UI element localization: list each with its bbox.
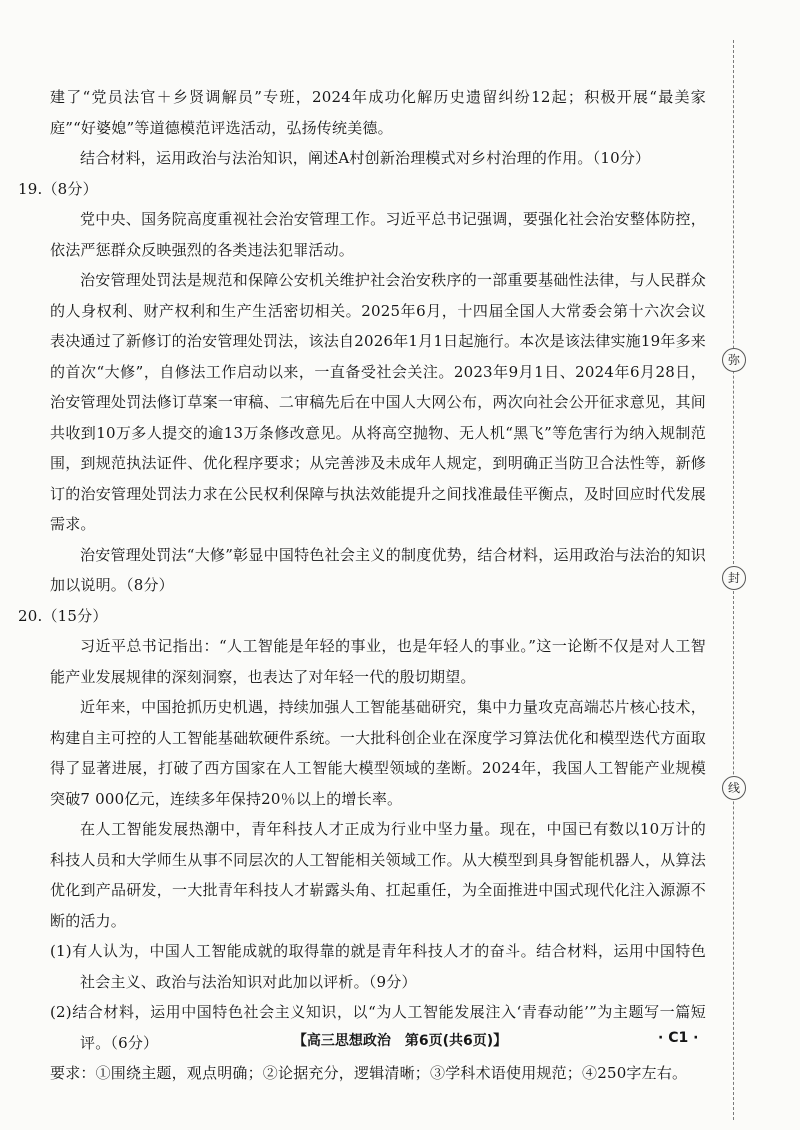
page-content — [18, 82, 706, 1089]
q20-subquestion-2: (2)结合材料，运用中国特色社会主义知识，以“为人工智能发展注入‘青春动能’”为主题写一篇短评。（6分） — [50, 1003, 706, 1052]
paper-code: · C1 · — [658, 1030, 699, 1046]
q19-heading: 19.（8分） — [18, 179, 98, 198]
q19-paragraph-1: 党中央、国务院高度重视社会治安管理工作。习近平总书记强调，要强化社会治安整体防控，依法严惩群众反映强烈的各类违法犯罪活动。 — [50, 210, 706, 259]
q20-requirements: 要求：①围绕主题，观点明确；②论据充分，逻辑清晰；③学科术语使用规范；④250字左右。 — [50, 1064, 688, 1082]
q20-paragraph-2: 近年来，中国抢抓历史机遇，持续加强人工智能基础研究，集中力量攻克高端芯片核心技术，构建自主可控的人工智能基础软硬件系统。一大批科创企业在深度学习算法优化和模型迭代方面取得了显著进展，打破了西方国家在人工智能大模型领域的垄断。2024年，我国人工智能产业规模突破7 000亿元，连续多年保持20％以上的增长率。 — [50, 698, 706, 808]
seal-mark-xian: 线 — [722, 776, 746, 800]
q20-subquestion-1: (1)有人认为，中国人工智能成就的取得靠的就是青年科技人才的奋斗。结合材料，运用中国特色社会主义、政治与法治知识对此加以评析。（9分） — [50, 942, 706, 991]
q20-paragraph-3: 在人工智能发展热潮中，青年科技人才正成为行业中坚力量。现在，中国已有数以10万计的科技人员和大学师生从事不同层次的人工智能相关领域工作。从大模型到具身智能机器人，从算法优化到产品研发，一大批青年科技人才崭露头角、扛起重任，为全面推进中国式现代化注入源源不断的活力。 — [50, 820, 706, 930]
seal-mark-feng: 封 — [722, 566, 746, 590]
q20-heading: 20.（15分） — [18, 606, 108, 625]
q20-paragraph-1: 习近平总书记指出：“人工智能是年轻的事业，也是年轻人的事业。”这一论断不仅是对人工智能产业发展规律的深刻洞察，也表达了对年轻一代的殷切期望。 — [50, 637, 706, 686]
q18-task: 结合材料，运用政治与法治知识，阐述A村创新治理模式对乡村治理的作用。（10分） — [80, 149, 651, 167]
q19-paragraph-2: 治安管理处罚法是规范和保障公安机关维护社会治安秩序的一部重要基础性法律，与人民群众的人身权利、财产权利和生产生活密切相关。2025年6月，十四届全国人大常委会第十六次会议表决通过了新修订的治安管理处罚法，该法自2026年1月1日起施行。本次是该法律实施19年多来的首次“大修”，自修法工作启动以来，一直备受社会关注。2023年9月1日、2024年6月28日，治安管理处罚法修订草案一审稿、二审稿先后在中国人大网公布，两次向社会公开征求意见，其间共收到10万多人提交的逾13万条修改意见。从将高空抛物、无人机“黑飞”等危害行为纳入规制范围，到规范执法证件、优化程序要求；从完善涉及未成年人规定，到明确正当防卫合法性等，新修订的治安管理处罚法力求在公民权利保障与执法效能提升之间找准最佳平衡点，及时回应时代发展需求。 — [50, 271, 706, 533]
page-footer: 【高三思想政治 第6页(共6页)】 — [292, 1033, 508, 1049]
q19-task: 治安管理处罚法“大修”彰显中国特色社会主义的制度优势，结合材料，运用政治与法治的知识加以说明。（8分） — [50, 545, 706, 594]
q18-material-continued: 建了“党员法官＋乡贤调解员”专班，2024年成功化解历史遗留纠纷12起；积极开展“最美家庭”“好婆媳”等道德模范评选活动，弘扬传统美德。 — [50, 88, 706, 137]
seal-mark-mi: 弥 — [722, 348, 746, 372]
